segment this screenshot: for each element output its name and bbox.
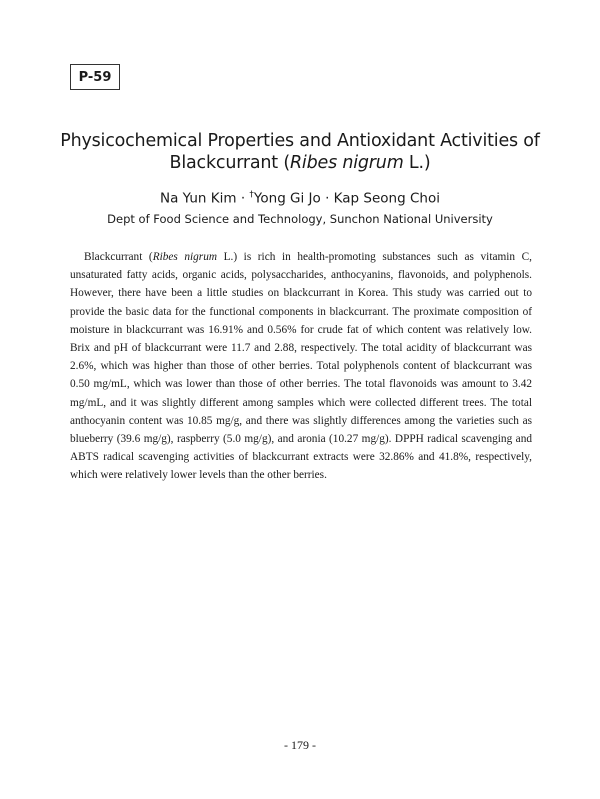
poster-code-box — [70, 64, 120, 90]
author-list — [60, 190, 540, 207]
corresponding-dagger: † — [249, 190, 254, 200]
title-line-2-suffix: L.) — [403, 153, 431, 173]
title-line-1: Physicochemical Properties and Antioxidant Activities of — [60, 131, 540, 151]
paper-title — [60, 130, 540, 174]
author-separator-2: · — [320, 190, 334, 207]
poster-code: P-59 — [78, 69, 112, 85]
author-separator-1: · — [236, 190, 250, 207]
abstract-body: L.) is rich in health-promoting substances such as vitamin C, unsaturated fatty acids, organic acids, polysaccharides, anthocyanins, flavonoids, and polyphenols. However, there have been a little studies on blackcurrant in Korea. This study was carried out to provide the basic data for the functional components in blackcurrant. The proximate composition of moisture in blackcurrant was 16.91% and 0.56% for crude fat of which content was relatively low. Brix and pH of blackcurrant were 11.7 and 2.88, respectively. The total acidity of blackcurrant was 2.6%, which was higher than those of other berries. Total polyphenols content of blackcurrant was 0.50 mg/mL, which was lower than those of other berries. The total flavonoids was amount to 3.42 mg/mL, and it was slightly different among samples which were collected different trees. The total anthocyanin content was 10.85 mg/g, and there was slightly differences among the varieties such as blueberry (39.6 mg/g), raspberry (5.0 mg/g), and aronia (10.27 mg/g). DPPH radical scavenging and ABTS radical scavenging activities of blackcurrant extracts were 32.86% and 41.8%, respectively, which were relatively lower levels than the other berries. — [70, 251, 532, 482]
affiliation: Dept of Food Science and Technology, Sunchon National University — [107, 212, 493, 226]
title-species-name: Ribes nigrum — [289, 153, 404, 173]
title-line-2 — [60, 152, 540, 174]
author-2: Yong Gi Jo — [253, 190, 321, 207]
author-1: Na Yun Kim — [160, 190, 237, 207]
abstract-start: Blackcurrant ( — [84, 251, 153, 263]
title-line-2-prefix: Blackcurrant ( — [169, 153, 290, 173]
author-3: Kap Seong Choi — [333, 190, 440, 207]
abstract-text — [70, 248, 532, 485]
abstract-species-name: Ribes nigrum — [152, 251, 218, 263]
page-number: - 179 - — [284, 738, 316, 752]
